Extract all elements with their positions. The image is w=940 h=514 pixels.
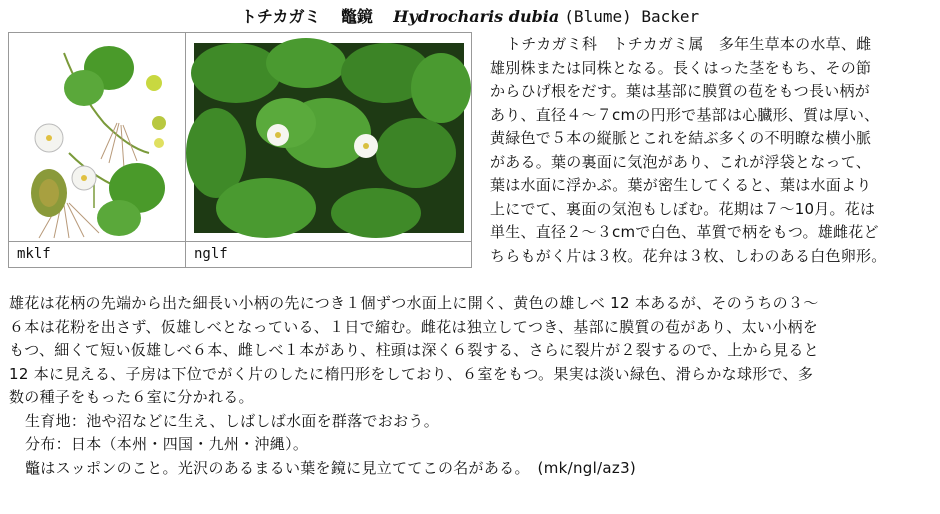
text-line: 単生、直径２〜３cmで白色、革質で柄をもつ。雄雌花ど [490,223,879,241]
distribution-line: 分布：日本（本州・四国・九州・沖縄）。 [25,435,309,453]
text-line: からひげ根をだす。葉は基部に膜質の苞をもつ長い柄が [490,82,871,100]
japanese-name: トチカガミ [240,7,321,26]
text-line: トチカガミ科 トチカガミ属 多年生草本の水草、雌 [506,35,872,53]
caption-illustration: mklf [17,246,51,262]
text-line: ちらもがく片は３枚。花弁は３枚、しわのある白色卵形。 [490,246,887,265]
text-line: 12 本に見える、子房は下位でがく片のしたに楕円形をしており、６室をもつ。果実は淡い緑色、滑らかな球形で、多 [9,364,814,383]
botanical-illustration [9,33,186,241]
text-line: 雄別株または同株となる。長くはった茎をもち、その節 [490,58,872,77]
kanji-name: 鼈鏡 [340,7,373,26]
text-line: 葉は水面に浮かぶ。葉が密生してくると、葉は水面より [490,176,872,194]
description-full [9,292,935,480]
author-name: (Blume) Backer [564,7,700,26]
text-line: もつ、細くて短い仮雄しべ６本、雌しべ１本があり、柱頭は深く６裂する、さらに裂片が２裂するので、上から見ると [9,341,820,359]
etymology-line: 鼈はスッポンのこと。光沢のあるまるい葉を鏡に見立ててこの名がある。 (mk/ngl/az3) [25,458,637,477]
text-line: がある。葉の裏面に気泡があり、これが浮袋となって、 [490,152,871,171]
text-line: あり、直径４〜７cmの円形で基部は心臓形、質は厚い、 [490,105,880,124]
text-line: 黄緑色で５本の縦脈とこれを結ぶ多くの不明瞭な横小脈 [490,129,872,147]
caption-photo: nglf [194,246,228,262]
habitat-line: 生育地：池や沼などに生え、しばしば水面を群落でおおう。 [25,411,440,430]
text-line: ６本は花粉を出さず、仮雄しべとなっている、１日で縮む。雌花は独立してつき、基部に膜質の苞があり、太い小柄を [9,317,819,336]
caption-row [9,241,471,268]
description-column [490,33,932,268]
scientific-name: Hydrocharis dubia [393,7,560,26]
text-line: 上にでて、裏面の気泡もしぼむ。花期は７〜10月。花は [490,199,876,218]
text-line: 雄花は花柄の先端から出た細長い小柄の先につき１個ずつ水面上に開く、黄色の雄しべ 12 本あるが、そのうちの３〜 [9,294,819,312]
plant-photo [186,33,471,241]
page-title [0,6,940,28]
text-line: 数の種子をもった６室に分かれる。 [9,388,254,406]
image-table [8,32,472,268]
